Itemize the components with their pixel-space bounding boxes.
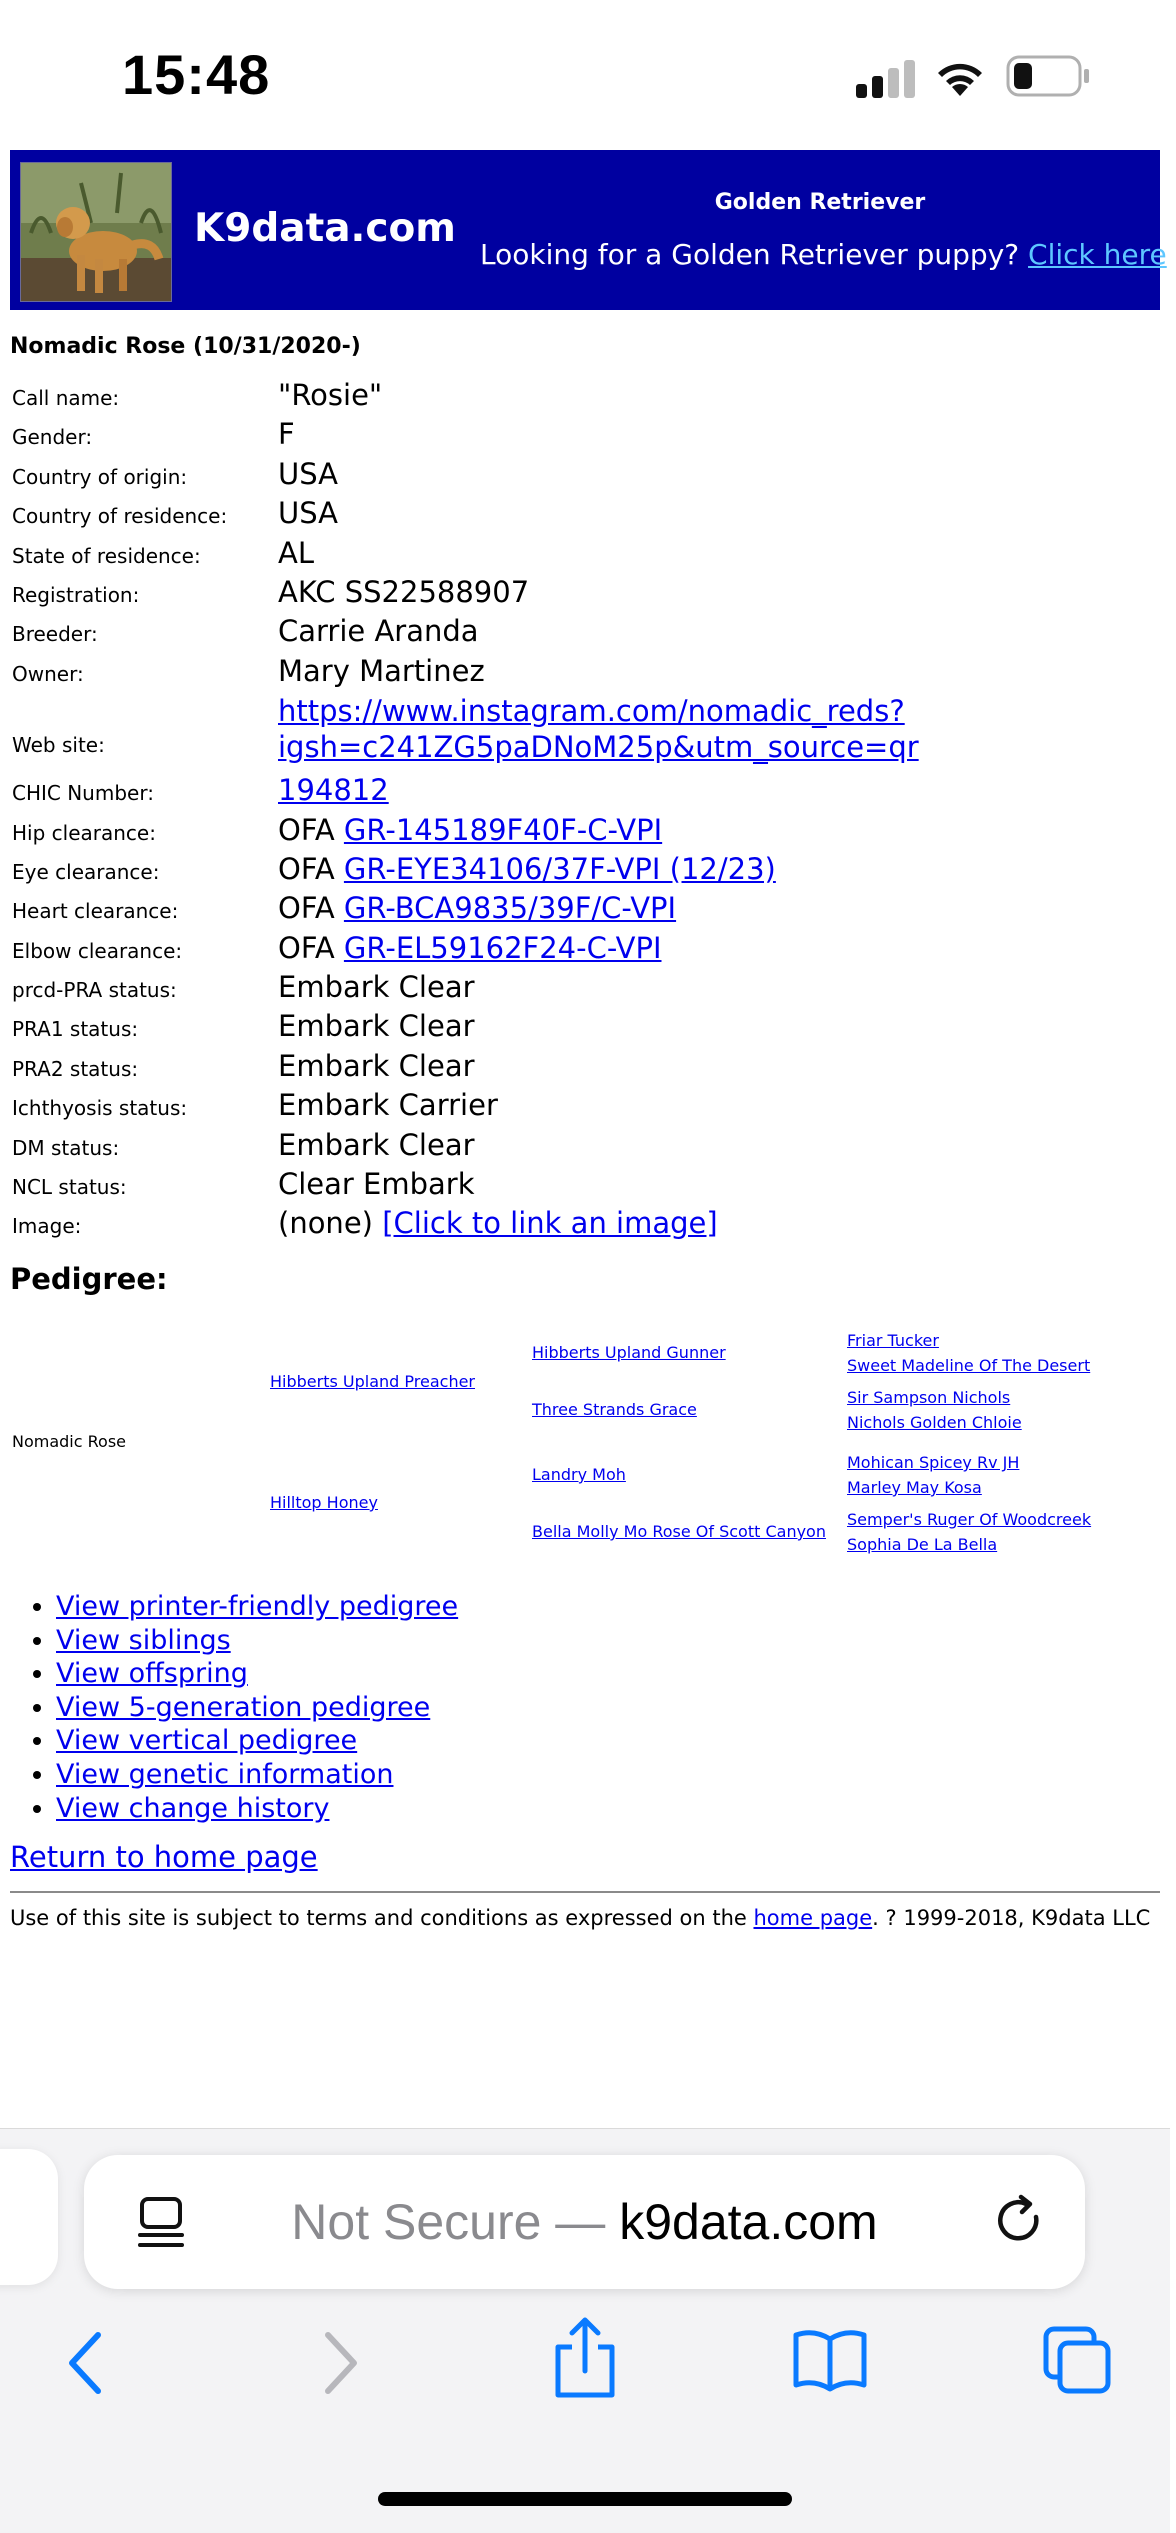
pedigree-dds[interactable]: Semper's Ruger Of Woodcreek: [847, 1510, 1092, 1529]
pedigree-sdd[interactable]: Nichols Golden Chloie: [847, 1413, 1022, 1432]
detail-label: State of residence:: [12, 543, 201, 568]
detail-label: Ichthyosis status:: [12, 1096, 188, 1121]
pedigree-sds[interactable]: Sir Sampson Nichols: [847, 1388, 1011, 1407]
pedigree-ssd[interactable]: Sweet Madeline Of The Desert: [847, 1356, 1091, 1375]
detail-prefix: OFA: [278, 891, 335, 926]
site-name: K9data.com: [194, 206, 456, 251]
site-banner: [10, 150, 1176, 310]
vertical-pedigree-link[interactable]: View vertical pedigree: [56, 1725, 358, 1757]
list-item: [56, 1691, 458, 1725]
detail-prefix: OFA: [278, 851, 335, 886]
detail-label: PRA1 status:: [12, 1017, 139, 1042]
forward-icon[interactable]: [314, 2325, 366, 2401]
detail-row-ncl: [12, 1167, 1152, 1206]
detail-row-state: [12, 536, 1152, 575]
detail-label: Gender:: [12, 425, 93, 450]
detail-row-website: [12, 693, 1152, 773]
detail-value: USA: [278, 496, 339, 531]
detail-row-call-name: [12, 378, 1152, 417]
puppy-promo: [480, 238, 1176, 271]
pedigree-sire-dam[interactable]: Three Strands Grace: [532, 1400, 697, 1419]
tabs-icon[interactable]: [1042, 2325, 1114, 2397]
view-links-list: [10, 1590, 458, 1825]
dog-details: [12, 378, 1152, 1246]
detail-row-heart: [12, 891, 1152, 930]
detail-row-pra1: [12, 1009, 1152, 1048]
cellular-signal-icon: [856, 58, 916, 98]
detail-value: [278, 931, 662, 965]
detail-label: Country of residence:: [12, 504, 228, 529]
browser-toolbar: [0, 2128, 1170, 2533]
detail-value: Mary Martinez: [278, 653, 485, 688]
pedigree-dsd[interactable]: Marley May Kosa: [847, 1478, 982, 1497]
pedigree-ddd[interactable]: Sophia De La Bella: [847, 1535, 998, 1554]
back-icon[interactable]: [60, 2325, 112, 2401]
breed-heading: Golden Retriever: [714, 190, 926, 215]
detail-value: Embark Clear: [278, 1127, 475, 1162]
detail-value: Embark Clear: [278, 1009, 475, 1044]
printer-friendly-pedigree-link[interactable]: View printer-friendly pedigree: [56, 1591, 459, 1622]
detail-value: F: [278, 417, 295, 452]
siblings-link[interactable]: View siblings: [56, 1624, 231, 1656]
pedigree-dam-sire[interactable]: Landry Moh: [532, 1465, 626, 1484]
elbow-clearance-link[interactable]: GR-EL59162F24-C-VPI: [343, 930, 662, 965]
detail-value: Embark Carrier: [278, 1088, 498, 1123]
share-icon[interactable]: [548, 2315, 622, 2403]
url-display[interactable]: [84, 2193, 1085, 2251]
detail-prefix: OFA: [278, 812, 335, 847]
home-indicator: [378, 2492, 792, 2506]
detail-label: NCL status:: [12, 1175, 127, 1200]
chic-number-link[interactable]: 194812: [278, 773, 389, 808]
status-time: 15:48: [122, 43, 271, 106]
detail-value: Embark Clear: [278, 970, 475, 1005]
detail-value: [278, 813, 662, 847]
detail-label: Image:: [12, 1214, 82, 1239]
footer-after: . ? 1999-2018, K9data LLC: [872, 1906, 1151, 1930]
hip-clearance-link[interactable]: GR-145189F40F-C-VPI: [343, 812, 663, 847]
detail-value: AKC SS22588907: [278, 574, 530, 609]
promo-period: .: [1166, 238, 1176, 271]
detail-label: prcd-PRA status:: [12, 978, 177, 1003]
link-image-link[interactable]: [Click to link an image]: [382, 1206, 718, 1241]
detail-label: CHIC Number:: [12, 781, 154, 806]
footer-text: [10, 1906, 1150, 1930]
detail-row-registration: [12, 575, 1152, 614]
footer-home-link[interactable]: home page: [753, 1906, 873, 1930]
detail-label: Owner:: [12, 661, 84, 686]
detail-row-eye: [12, 852, 1152, 891]
detail-label: DM status:: [12, 1135, 120, 1160]
dog-photo[interactable]: [20, 162, 172, 302]
not-secure-label: Not Secure —: [291, 2194, 606, 2250]
previous-tab-preview[interactable]: [0, 2149, 58, 2285]
detail-row-dm: [12, 1128, 1152, 1167]
five-generation-pedigree-link[interactable]: View 5-generation pedigree: [56, 1691, 431, 1723]
detail-label: Call name:: [12, 386, 120, 410]
detail-row-gender: [12, 417, 1152, 456]
detail-label: Elbow clearance:: [12, 938, 183, 963]
eye-clearance-link[interactable]: GR-EYE34106/37F-VPI (12/23): [343, 851, 776, 886]
list-item: [56, 1590, 458, 1624]
detail-row-hip: [12, 813, 1152, 852]
pedigree-title: Pedigree:: [10, 1262, 168, 1296]
website-link[interactable]: [278, 694, 919, 764]
detail-label: Eye clearance:: [12, 859, 160, 884]
heart-clearance-link[interactable]: GR-BCA9835/39F/C-VPI: [343, 891, 677, 926]
click-here-link[interactable]: Click here: [1028, 238, 1167, 271]
pedigree-subject: Nomadic Rose: [12, 1432, 126, 1451]
website-link-line2: igsh=c241ZG5paDNoM25p&utm_source=qr: [278, 730, 919, 765]
detail-value: [278, 693, 919, 765]
change-history-link[interactable]: View change history: [56, 1792, 330, 1824]
promo-text: Looking for a Golden Retriever puppy?: [480, 238, 1020, 271]
detail-value: Embark Clear: [278, 1048, 475, 1083]
detail-label: Registration:: [12, 582, 140, 607]
wifi-icon: [932, 56, 988, 98]
status-bar: [0, 0, 1170, 150]
detail-row-breeder: [12, 614, 1152, 653]
detail-row-chic: [12, 773, 1152, 812]
detail-row-pra2: [12, 1049, 1152, 1088]
offspring-link[interactable]: View offspring: [56, 1658, 248, 1690]
detail-value: AL: [278, 535, 314, 570]
pedigree-sire-sire[interactable]: Hibberts Upland Gunner: [532, 1343, 726, 1362]
detail-value: "Rosie": [278, 378, 383, 412]
battery-icon: [1006, 54, 1092, 98]
list-item: [56, 1624, 458, 1658]
detail-label: PRA2 status:: [12, 1056, 139, 1081]
list-item: [56, 1758, 458, 1792]
pedigree-sire[interactable]: Hibberts Upland Preacher: [270, 1372, 476, 1391]
list-item: [56, 1724, 458, 1758]
address-bar[interactable]: [84, 2155, 1085, 2289]
detail-row-elbow: [12, 931, 1152, 970]
detail-label: Country of origin:: [12, 464, 188, 489]
detail-value: USA: [278, 456, 339, 491]
detail-value: [278, 773, 389, 807]
website-link-line1: https://www.instagram.com/nomadic_reds?: [278, 694, 905, 729]
detail-label: Hip clearance:: [12, 820, 156, 845]
detail-label: Heart clearance:: [12, 899, 179, 924]
reload-icon[interactable]: [990, 2191, 1050, 2251]
detail-prefix: OFA: [278, 930, 335, 965]
detail-value: Carrie Aranda: [278, 614, 479, 649]
detail-row-country-origin: [12, 457, 1152, 496]
detail-row-prcd-pra: [12, 970, 1152, 1009]
genetic-information-link[interactable]: View genetic information: [56, 1758, 394, 1790]
detail-value: Clear Embark: [278, 1167, 475, 1202]
detail-value: [278, 891, 676, 925]
detail-label: Web site:: [12, 733, 105, 758]
pedigree-dam-dam[interactable]: Bella Molly Mo Rose Of Scott Canyon: [532, 1522, 826, 1541]
detail-row-ichthyosis: [12, 1088, 1152, 1127]
detail-value: [278, 852, 776, 886]
list-item: [56, 1657, 458, 1691]
bookmarks-icon[interactable]: [792, 2327, 868, 2393]
detail-row-country-residence: [12, 496, 1152, 535]
detail-prefix: (none): [278, 1206, 373, 1241]
domain-label: k9data.com: [619, 2194, 878, 2250]
detail-row-image: [12, 1206, 1152, 1245]
pedigree-dss[interactable]: Mohican Spicey Rv JH: [847, 1453, 1020, 1472]
detail-label: Breeder:: [12, 622, 98, 647]
pedigree-dam[interactable]: Hilltop Honey: [270, 1493, 378, 1512]
list-item: [56, 1792, 458, 1826]
footer-divider: [10, 1891, 1160, 1893]
footer-before: Use of this site is subject to terms and conditions as expressed on the: [10, 1906, 754, 1930]
detail-value: [278, 1206, 718, 1240]
pedigree-sss[interactable]: Friar Tucker: [847, 1331, 939, 1350]
dog-title: Nomadic Rose (10/31/2020-): [10, 334, 361, 359]
detail-row-owner: [12, 654, 1152, 693]
return-home-link[interactable]: Return to home page: [10, 1840, 318, 1874]
